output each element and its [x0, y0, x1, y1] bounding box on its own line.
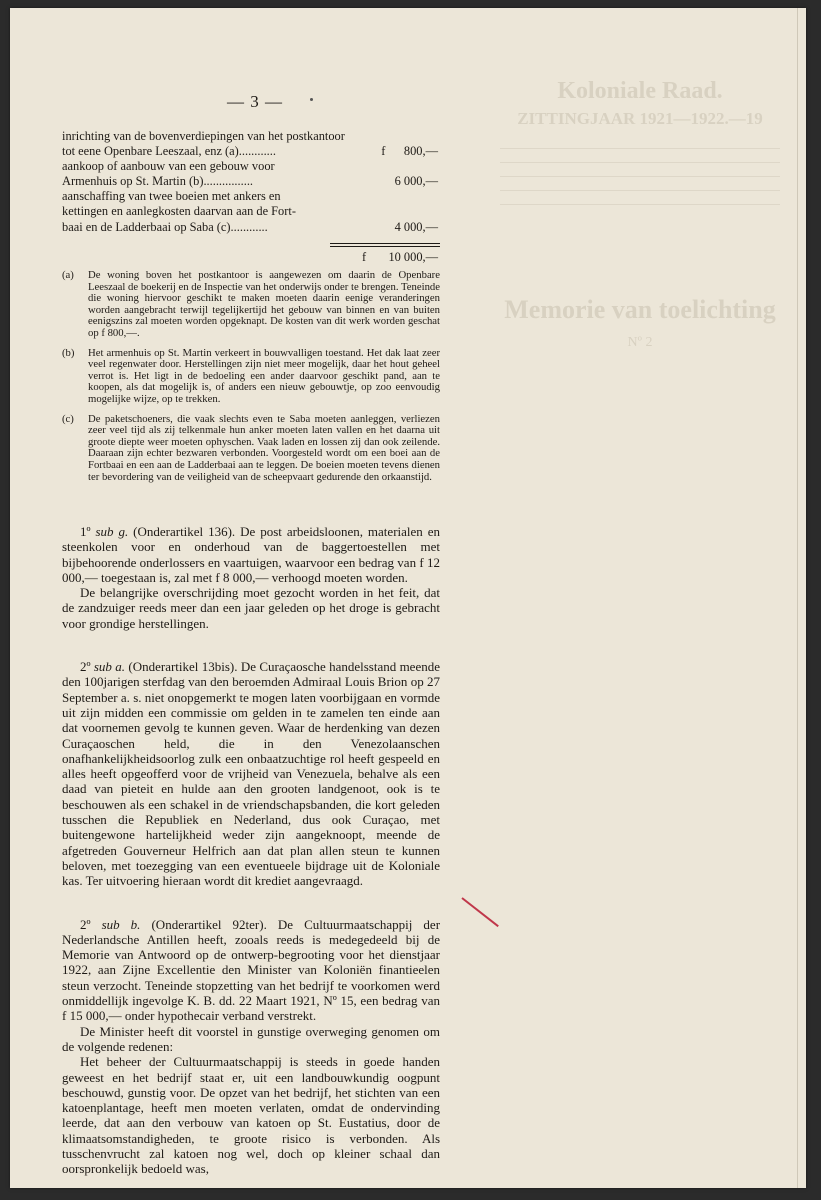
- facing-page-table-lines: [480, 139, 800, 205]
- paragraph-head: 2º: [80, 659, 94, 675]
- paragraph-block: [62, 659, 440, 888]
- entry-text: aankoop of aanbouw van een gebouw voor: [62, 159, 275, 174]
- facing-page-number: Nº 2: [627, 335, 653, 350]
- entry-text: aanschaffing van twee boeien met ankers en: [62, 189, 281, 204]
- footnote: [62, 270, 440, 340]
- footnote-label: (b): [62, 346, 75, 359]
- paragraph: [62, 524, 440, 585]
- page-number: — 3 —: [227, 92, 283, 111]
- total-currency: f: [362, 249, 367, 264]
- paragraph-block: [62, 917, 440, 1177]
- paragraph-head: 1º: [80, 524, 96, 539]
- entry-line: [62, 144, 440, 159]
- facing-page-memo: Memorie van toelichting: [504, 295, 776, 324]
- entry-amount: 6 000,—: [394, 174, 438, 189]
- footnote: [62, 414, 440, 484]
- paragraph-sub: sub a.: [93, 659, 126, 675]
- paragraph-ref: (Onderartikel 92ter).: [140, 916, 278, 932]
- entry-amount: 4 000,—: [394, 219, 438, 234]
- total-rule: [330, 246, 440, 247]
- paragraph-sub: sub b.: [101, 916, 141, 932]
- paragraph-block: [62, 524, 440, 631]
- entry-text: inrichting van de bovenverdiepingen van het postkantoor: [62, 129, 345, 143]
- paragraph-head: 2º: [80, 916, 102, 932]
- ink-dot: [310, 98, 313, 101]
- total-rule: [330, 243, 440, 244]
- entry-text: baai en de Ladderbaai op Saba (c)............: [62, 219, 268, 234]
- facing-page-bleed-through: [480, 78, 800, 351]
- entry-line: [62, 189, 440, 204]
- entry-text: tot eene Openbare Leeszaal, enz (a)............: [62, 144, 276, 159]
- footnote: [62, 348, 440, 406]
- entry-text: Armenhuis op St. Martin (b)................: [62, 174, 254, 189]
- red-pencil-mark: [461, 897, 498, 927]
- footnote-text: Het armenhuis op St. Martin verkeert in bouwvalligen toestand. Het dak laat zeer veel regenwater door. Herstellingen zijn niet meer mogelijk, daar het hout geheel verrot is. Het ligt in de bedoeling een ander daarvoor geschikt pand, aan te koopen, als dat mogelijk is, of anders een nieuw gebouwtje, op zoo eenvoudig mogelijke wijze, op te trekken.: [88, 346, 440, 405]
- footnote-text: De paketschoeners, die vaak slechts even te Saba moeten aanleggen, verliezen zeer veel tijd als zij telkenmale hun anker moeten laten vallen en het daarna uit groote diepte weer moeten ophyschen. Vaak laden en lossen zij dan ook zeilende. Daaraan zijn echter bezwaren verbonden. Voorgesteld wordt om een boei aan de Fortbaai en een aan de Ladderbaai aan te leggen. De boeien moeten tevens dienen ter bevordering van de veiligheid van de scheepvaart gedurende den orkaanstijd.: [88, 412, 440, 483]
- total-amount: 10 000,—: [388, 249, 438, 264]
- budget-entries: [62, 129, 440, 266]
- paragraph-text: De Cultuurmaatschappij der Nederlandsche Antillen heeft, zooals reeds is medegedeeld bij de Memorie van Antwoord op de ontwerp-begrooting voor het dienstjaar 1922, aan Zijne Excellentie den Minister van Koloniën finantieelen steun verzocht. Teneinde stopzetting van het bedrijf te voorkomen werd onmiddellijk ingevolge K. B. dd. 22 Maart 1921, Nº 15, een bedrag van f 15 000,— onder hypothecair verband verstrekt.: [62, 916, 441, 1024]
- footnote-text: De woning boven het postkantoor is aangewezen om daarin de Openbare Leeszaal de boekerij en de Inspectie van het onderwijs onder te brengen. Teneinde die woning hiervoor geschikt te maken moeten daarin eenige veranderingen worden aangebracht terwijl tegelijkertijd het gebouw van binnen en van buiten eenigszins zal moeten worden opgeknapt. De kosten van dit werk worden geschat op f 800,—.: [88, 269, 440, 339]
- paragraph-continuation: De Minister heeft dit voorstel in gunstige overweging genomen om de volgende redenen:: [62, 1023, 440, 1054]
- paragraph-text: De Curaçaosche handelsstand meende den 100jarigen sterfdag van den beroemden Admiraal Louis Brion op 27 September a. s. niet onopgemerkt te mogen laten voorbijgaan en vormde uit zijn midden een commissie om gelden in te zamelen ten einde aan dat voornemen gevolg te kunnen geven. Waar de herdenking van dezen Curaçaoschen held, die in den Venezolaanschen onafhankelijkheidsoorlog zulk een onbaatzuchtige rol heeft gespeeld en alles heeft opgeofferd voor de vrijheid van Venezuela, behalve als een daad van pieteit en hulde aan den grooten landgenoot, ook is te beschouwen als een schakel in de vriendschapsbanden, die kort geleden tusschen die Republiek en Nederland, dus ook Curaçao, met buitengewone hartelijkheid weder zijn aangeknoopt, meende de afgetreden Gouverneur Helfrich aan dat plan allen steun te kunnen beloven, met toezegging van een eventueele bijdrage uit de Koloniale kas. Ter uitvoering hieraan wordt dit krediet aangevraagd.: [62, 659, 440, 889]
- entry-line: [62, 204, 440, 219]
- footnote-label: (a): [62, 269, 74, 281]
- document-page: [10, 8, 806, 1188]
- entry-line: [62, 129, 440, 144]
- paragraph-ref: (Onderartikel 13bis).: [125, 659, 241, 675]
- footnotes: [62, 270, 440, 491]
- entry-amount: f 800,—: [381, 144, 438, 159]
- entry-text: kettingen en aanlegkosten daarvan aan de Fort-: [62, 204, 296, 219]
- entry-line: [62, 174, 440, 189]
- entry-line: [62, 220, 440, 235]
- facing-page-title: Koloniale Raad.: [557, 78, 723, 104]
- paragraph-continuation: Het beheer der Cultuurmaatschappij is steeds in goede handen geweest en het bedrijf staat er, uit een landbouwkundig oogpunt beschouwd, gunstig voor. De opzet van het bedrijf, het stichten van een katoenplantage, heeft men moeten verlaten, omdat de ondervinding leerde, dat aan den verbouw van katoen op St. Eustatius, door de klimaatsomstandigheden, te groote risico is verbonden. Als tusschenvrucht zal katoen nog wel, doch op kleiner schaal dan oorspronkelijk bedoeld was,: [62, 1054, 440, 1177]
- total-row: [62, 250, 440, 266]
- entry-line: [62, 159, 440, 174]
- paragraph: [62, 917, 440, 1024]
- footnote-label: (c): [62, 412, 74, 425]
- paragraph-text: De post arbeidsloonen, materialen en steenkolen voor en onderhoud van de baggertoestellen met bijbehoorende onderlossers en vaartuigen, waarvoor een bedrag van f 12 000,— toegestaan is, zal met f 8 000,— verhoogd moeten worden.: [62, 524, 440, 585]
- paragraph-sub: sub g.: [95, 524, 129, 539]
- paragraph: [62, 659, 440, 888]
- explanatory-paragraphs: [62, 524, 440, 1188]
- paragraph-ref: (Onderartikel 136).: [128, 524, 241, 539]
- facing-page-subtitle: ZITTINGJAAR 1921—1922.—19: [517, 109, 763, 128]
- paragraph-continuation: De belangrijke overschrijding moet gezocht worden in het feit, dat de zandzuiger reeds meer dan een jaar geleden op het droge is gebracht voor grondige herstellingen.: [62, 585, 440, 631]
